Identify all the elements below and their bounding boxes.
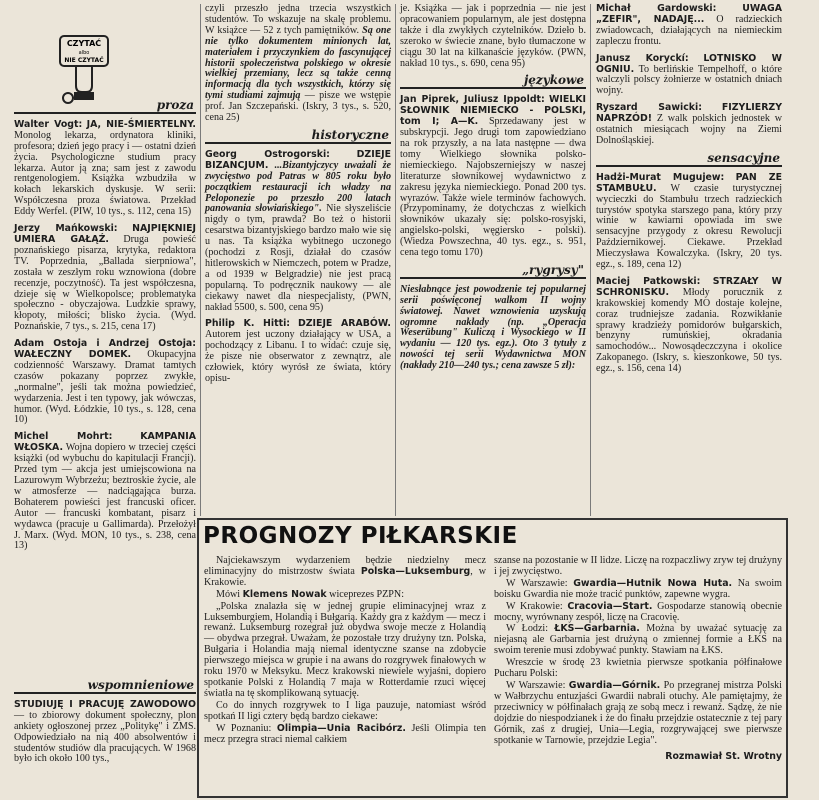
review-entry [14,432,196,552]
entry-text: Z walk polskich jednostek w ostatnich miesiącach wojny na Ziemi Dolnośląskiej. [596,113,783,146]
signature: Rozmawiał St. Wrotny [665,751,782,763]
review-entry [14,700,196,765]
review-entry [596,103,782,147]
review-entry [400,95,586,259]
column-rule [590,4,591,516]
entry-text: Wojna dopiero w trzeciej części książki (od wybuchu do kapitulacji Francji). Przed tym — akcja jest umiejscowiona na Lazurowym Wybrzeżu; beztroskie życie, ale w atmosferze — nadciągająca burza. Bohaterem powieści jest francuski oficer. Autor — francuski kombatant, pisarz i wydawca (pracuje u Gallimarda). Przełożył J. Marx. (Wyd. MON, 10 tys., s. 238, cena 13) [14,442,197,552]
entry-title: DZIEJE BIZANCJUM. [205,148,391,171]
column-1-bottom [14,676,196,798]
entry-author: Maciej Patkowski: [596,275,701,287]
paragraph: Co do innych rozgrywek to I liga pauzuje, natomiast wśród spotkań II ligi cztery będą bardzo ciekawe: [204,699,486,722]
entry-text: czyli przeszło jedna trzecia wszystkich studentów. To wskazuje na skalę problemu. W książce — 52 z tych pamiętników. [205,3,391,36]
entry-text: je. Książka — jak i poprzednia — nie jest opracowaniem popularnym, ale jest dostępna także i dla zwykłych czytelników. Dzieło b. szeroko w świecie znane, było tłumaczone w ciągu 30 lat na kilkanaście języków. (PWN, nakład 10 tys., s. 690, cena 95) [400,3,586,69]
prognozy-title: PROGNOZY PIŁKARSKIE [203,523,518,549]
entry-text: To berlińskie Tempelhoff, o które walczyli polscy żołnierze w ostatnich dniach wojny. [596,63,783,97]
entry-author: Adam Ostoja i Andrzej Ostoja: [14,338,196,350]
entry-quote: Niesłabnące jest powodzenie tej popularnej serii poświęconej walkom II wojny światowej. Nawet wznowienia uzyskują ogromne nakłady (np. „Operacja Weserübung" Kuliczą i Wysockiego w II wydaniu — 120 tys. egz.). Oto 3 tytuły z nowości tej serii Wydawnictwa MON (nakłady 210—240 tys.; cena zawsze 5 zł): [400,283,586,372]
logo-text-top: CZYTAĆ [66,39,102,48]
prognozy-column-2 [494,556,782,796]
section-historyczne: historyczne [205,130,391,144]
entry-author: Hadżi-Murat Mugujew: [596,171,725,183]
entry-author: Janusz Koryckí: [596,52,689,64]
review-entry [596,173,782,271]
review-entry [596,54,782,98]
prognozy-column-1 [204,556,486,796]
entry-title: DZIEJE ARABÓW. [297,318,391,330]
entry-title: NAJPIĘKNIEJ UMIERA GAŁĄŹ. [14,223,196,245]
review-entry [596,4,782,48]
entry-author: Michel Mohrt: [14,431,113,443]
entry-text: Autorem jest uczony działający w USA, a pochodzący z Libanu. I to widać: czuje się, że pisze nie obserwator z zewnątrz, ale człowiek, który wyrósł ze świata, który opisu- [205,329,391,384]
logo-text-mid: albo [78,50,90,56]
review-entry [400,285,586,372]
entry-text: W czasie turystycznej wycieczki do Stambułu trzech radzieckich turystów spotyka starszego pana, który przy winie w kawiarni opowiada im swe sensacyjne przygody z okresu Rewolucji Październikowej. Ciekawe. Przekład Mieczysława Kowalczyka. (Iskry, 20 tys. egz., s. 189, cena 12) [596,182,783,271]
paragraph: „Polska znalazła się w jednej grupie eliminacyjnej wraz z Luksemburgiem, Holandią i Bułgarią. Każdy gra z każdym — mecz i rewanż. Luksemburg rozegrał już obydwa swoje mecze z Holandią — obydwa przegrał. Uważam, że pozostałe trzy drużyny tzn. Polska, Bułgaria i Holandia mają niemal identyczne szanse na zdobycie pierwszego miejsca w grupie i na awans do rozgrywek finałowych w roku 1970 w Meksyku. Mecz krakowski niewiele wyjaśni, dopiero spotkanie Polski z Holandią 7 maja w Rotterdamie rzuci więcej światła na tę skomplikowaną sytuację. [204,600,486,699]
section-sensacyjne: sensacyjne [596,153,782,167]
entry-title: STRZAŁY W SCHRONISKU. [596,275,782,298]
review-entry [205,319,391,384]
entry-text: Nie słyszeliście nigdy o tym, prawda? Bo też o historii cesarstwa bizantyjskiego bardzo mało wie się u nas. Ta książka wybitnego uczonego (pochodzi z Rosji, działał do czasów hitlerowskich w Niemczech, potem w Pradze, a od 1939 w Belgradzie) nie jest pracą popularną. To podręcznik naukowy — ale ciekawy nawet dla niespecjalisty, (PWN, nakład 5500, s. 500, cena 95) [205,203,391,313]
entry-title: KAMPANIA WŁOSKA. [14,431,196,454]
review-continuation [205,4,391,124]
entry-text: Druga powieść poznańskiego pisarza, krytyka, redaktora TV. Poprzednia, „Ballada sierpniowa", została w zeszłym roku wznowiona (dobre recenzje, poczytność). Ta jest współczesna, dzieje się w Wielkopolsce; problematyka społeczno - obyczajowa. Ludzkie sprawy, kłopoty, miłości; blisko życia. (Wyd. Poznańskie, 7 tys., s. 215, cena 17) [14,233,196,333]
entry-text: O radzieckich zwiadowcach, działających na niemieckim zapleczu frontu. [596,13,782,47]
paragraph: szanse na pozostanie w II lidze. Liczę na rozpaczliwy zryw tej drużyny i jej zwycięstwo. [494,555,782,577]
logo-text-bot: NIE CZYTAĆ [64,57,104,64]
entry-author: Jerzy Mańkowski: [14,223,118,235]
entry-author: Michał Gardowski: [596,3,717,14]
review-entry [14,120,196,218]
paragraph: W Warszawie: Gwardia—Hutnik Nowa Huta. Na swoim boisku Gwardia nie może tracić punktów, zapewne wygra. [494,577,782,600]
section-proza: proza [14,100,196,114]
entry-text: Okupacyjna codzienność Warszawy. Dramat tamtych czasów pokazany poprzez zwykłe, „normalne", jeśli tak można powiedzieć, wydarzenia. Jest i ten typowy, jak wówczas, humor. (Wyd. Łódzkie, 10 tys., s. 128, cena 10) [14,349,196,426]
column-3 [400,4,586,516]
entry-text: Monolog lekarza, ordynatora kliniki, profesora; dzień jego pracy i — ostatni dzień życia. Psychologiczne studium pracy lekarza. Autor ją zna; sam jest z zawodu rentgenologiem. Książka wzbudziła w kołach lekarskich dyskusje. W serii: Współczesna proza światowa. Przekład Eddy Werfel. (PIW, 10 tys., s. 112, cena 15) [14,129,196,218]
entry-title: PAN ZE STAMBUŁU. [596,171,783,194]
paragraph: Wreszcie w środę 23 kwietnia pierwsze spotkania półfinałowe Pucharu Polski: [494,657,782,680]
entry-author: Walter Vogt: [14,118,83,130]
entry-text: Sprzedawany jest w subskrypcji. Jego drugi tom zapowiedziano na rok przyszły, a na lata następne — dwa tomy Wielkiego słownika polsko-niemieckiego. Najobszerniejszy w naszej literaturze słownikowej wydawnictwo z zakresu języka niemieckiego. Ponad 200 tys. wyrazów. Także wiele terminów fachowych. (Przypominamy, że dotychczas z wielkich słowników ukazały się: polsko-rosyjski, angielsko-polski, węgiersko - polski). (Wiedza Powszechna, 40 tys. egz., s. 951, cena tego tomu 170) [400,116,586,259]
paragraph: W Warszawie: Gwardia—Górnik. Po przegranej mistrza Polski w Wałbrzychu entuzjaści Gwardii nabrali otuchy. Ale pamiętajmy, że przeciwnicy w półfinałach grają ze sobą mecz i rewanż. Sądzę, że nie dojdzie do niespodzianek i że do finału przejdzie ostatecznie z tej pary Górnik, zaś z drugiej, Unia—Legia, rozgrywającej swe pierwsze spotkanie w Tarnowie, przejdzie Legia". [494,679,782,746]
section-jezykowe: językowe [400,75,586,89]
entry-text: — to zbiorowy dokument społeczny, plon ankiety ogłoszonej przez „Politykę" i ZMS. Odpowiedziało na nią 400 absolwentów i studentów studiów dla pracujących. W 1968 było ich około 100 tys., [14,709,196,765]
column-rule [395,4,396,516]
entry-title: WAŁECZNY DOMEK. [14,349,132,361]
entry-title: WIELKI SŁOWNIK NIEMIECKO - POLSKI, tom I; A—K. [400,94,586,128]
entry-title: FIZYLIERZY NAPRZÓD! [596,102,782,125]
review-entry [596,277,782,375]
entry-text: Młody porucznik z krakowskiej komendy MO dostaje kolejne, coraz trudniejsze zadania. Rozwikłanie sprawy kradzieży pomidorów bułgarskich, benzyny rumuńskiej, okradania samochodów... Nowosądeczczyna i okolice Zakopanego. (Iskry, s. kieszonkowe, 50 tys. egz., s. 156, cena 14) [596,286,782,375]
entry-author: Jan Piprek, Juliusz Ippoldt: [400,94,545,106]
paragraph: Mówi Klemens Nowak wiceprezes PZPN: [216,588,405,600]
review-continuation [400,4,586,69]
column-2 [205,4,391,516]
paragraph: Najciekawszym wydarzeniem będzie niedzielny mecz eliminacyjny do mistrzostw świata Polska—Luksemburg, w Krakowie. [204,555,487,588]
entry-quote: Są one nie tylko dokumentem minionych lat, materiałem i przyczynkiem do fascynującej historii społeczeństwa polskiego w okresie wielkiej przemiany, lecz są także cenną informacją dla tych wszystkich, którzy się tymi studiami zajmują [205,24,391,102]
section-wspomnieniowe: wspomnieniowe [14,680,196,694]
review-entry [14,224,196,333]
column-4 [596,4,782,516]
review-entry [205,150,391,314]
entry-text: — pisze we wstępie prof. Jan Szczepański. (Iskry, 3 tys., s. 520, cena 25) [205,90,392,124]
entry-title: STUDIUJĘ I PRACUJĘ ZAWODOWO [14,698,196,710]
paragraph: W Łodzi: ŁKS—Garbarnia. Można by uważać sytuację za niejasną ale Garbarnia jest drużyną o zmiennej formie a ŁKS na swoim terenie musi zdobywać punkty. Stawiam na ŁKS. [494,623,782,657]
section-rygrysy: „rygrysy" [400,265,586,279]
review-entry [14,339,196,426]
entry-title: UWAGA „ZEFIR", NADAJĘ... [596,3,782,25]
entry-quote: ...Bizantyjczycy uważali że zwycięstwo pod Patras w 805 roku było początkiem restauracji ich władzy na Peloponezie po przeszło 200 latach panowania słowiańskiego". [205,159,391,215]
entry-author: Philip K. Hitti: [205,318,291,330]
entry-title: JA, NIE-ŚMIERTELNY. [86,118,196,130]
entry-author: Ryszard Sawicki: [596,102,702,114]
column-1 [14,96,197,552]
column-rule [200,4,201,516]
entry-title: LOTNISKO W OGNIU. [596,52,783,75]
entry-author: Georg Ostrogorski: [205,148,330,160]
paragraph: W Krakowie: Cracovia—Start. Gospodarze stanowią obecnie mocny, wyrównany zespół, liczę na Cracovię. [494,600,782,623]
paragraph: W Poznaniu: Olimpia—Unia Racibórz. Jeśli Olimpia ten mecz przegra straci niemal całkiem [204,722,486,745]
